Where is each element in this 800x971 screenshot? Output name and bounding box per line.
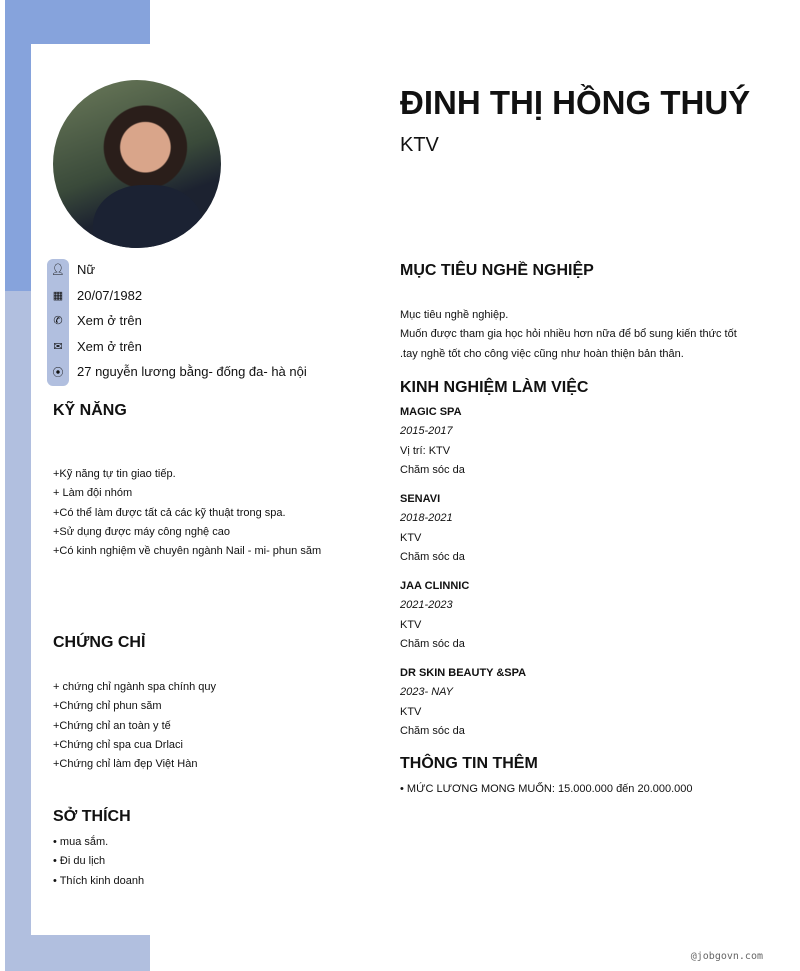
info-text: 27 nguyễn lương bằng- đống đa- hà nội	[77, 364, 307, 379]
info-address	[51, 364, 307, 379]
list-item: +Chứng chỉ làm đẹp Việt Hàn	[53, 758, 198, 771]
mail-icon: ✉	[53, 341, 63, 353]
job-description: Chăm sóc da	[400, 637, 465, 650]
job-role: KTV	[400, 134, 439, 156]
text-line: .tay nghề tốt cho công việc cũng như hoàn thiện bản thân.	[400, 347, 684, 360]
text-line: Mục tiêu nghề nghiệp.	[400, 309, 509, 321]
text-line: Muốn được tham gia học hỏi nhiều hơn nữa để bổ sung kiến thức tốt	[400, 328, 737, 341]
info-text: Xem ở trên	[77, 339, 142, 354]
list-item: • mua sắm.	[53, 836, 109, 848]
list-item: +Có thể làm được tất cả các kỹ thuật trong spa.	[53, 506, 286, 519]
watermark: @jobgovn.com	[690, 951, 763, 962]
list-item: + chứng chỉ ngành spa chính quy	[53, 681, 217, 693]
calendar-icon: ▦	[52, 290, 64, 302]
company-name: DR SKIN BEAUTY &SPA	[400, 667, 527, 679]
job-description: Chăm sóc da	[400, 724, 465, 737]
info-text: Xem ở trên	[77, 313, 142, 328]
list-item: +Chứng chỉ phun săm	[53, 700, 162, 713]
skills-heading: KỸ NĂNG	[53, 402, 127, 419]
objective-text	[400, 306, 756, 364]
job-entry	[400, 664, 526, 741]
job-years: 2018-2021	[400, 512, 453, 525]
company-name: MAGIC SPA	[400, 406, 462, 418]
skills-list	[53, 465, 321, 561]
info-phone	[51, 313, 142, 328]
job-position: KTV	[400, 531, 422, 544]
list-item: • MỨC LƯƠNG MONG MUỐN: 15.000.000 đến 20.000.000	[400, 783, 693, 795]
location-icon: ⦿	[52, 366, 64, 379]
hobbies-list	[53, 833, 144, 891]
profile-photo	[53, 80, 221, 248]
info-email	[51, 339, 142, 354]
certs-list	[53, 678, 216, 774]
job-entry	[400, 577, 469, 654]
full-name: ĐINH THỊ HỒNG THUÝ	[400, 84, 751, 121]
hobbies-heading: SỞ THÍCH	[53, 808, 131, 825]
company-name: JAA CLINNIC	[400, 580, 470, 592]
list-item: +Chứng chỉ an toàn y tế	[53, 719, 171, 732]
list-item: +Sử dụng được máy công nghệ cao	[53, 525, 230, 538]
job-description: Chăm sóc da	[400, 463, 465, 476]
job-years: 2021-2023	[400, 599, 453, 612]
job-position: KTV	[400, 618, 422, 631]
info-gender	[51, 262, 95, 277]
list-item: +Kỹ năng tự tin giao tiếp.	[53, 468, 176, 480]
job-entry	[400, 490, 465, 567]
list-item: • Thích kinh doanh	[53, 874, 145, 887]
list-item: • Đi du lịch	[53, 855, 106, 868]
job-years: 2023- NAY	[400, 686, 453, 699]
info-text: Nữ	[77, 262, 96, 277]
certs-heading: CHỨNG CHỈ	[53, 634, 146, 651]
list-item: +Có kinh nghiệm về chuyên ngành Nail - mi- phun săm	[53, 545, 322, 558]
phone-icon: ✆	[53, 315, 63, 327]
info-text: 20/07/1982	[77, 288, 143, 303]
person-icon: 👤︎	[51, 264, 65, 276]
list-item: + Làm đội nhóm	[53, 487, 133, 500]
list-item: +Chứng chỉ spa cua Drlaci	[53, 738, 183, 751]
job-entry	[400, 403, 465, 480]
extra-info-list	[400, 780, 693, 799]
job-position: KTV	[400, 705, 422, 718]
job-years: 2015-2017	[400, 425, 453, 438]
job-description: Chăm sóc da	[400, 550, 465, 563]
experience-heading: KINH NGHIỆM LÀM VIỆC	[400, 379, 589, 396]
company-name: SENAVI	[400, 493, 441, 505]
info-dob	[51, 288, 142, 303]
objective-heading: MỤC TIÊU NGHỀ NGHIỆP	[400, 262, 594, 279]
job-position: Vị trí: KTV	[400, 444, 451, 457]
extra-info-heading: THÔNG TIN THÊM	[400, 755, 538, 772]
